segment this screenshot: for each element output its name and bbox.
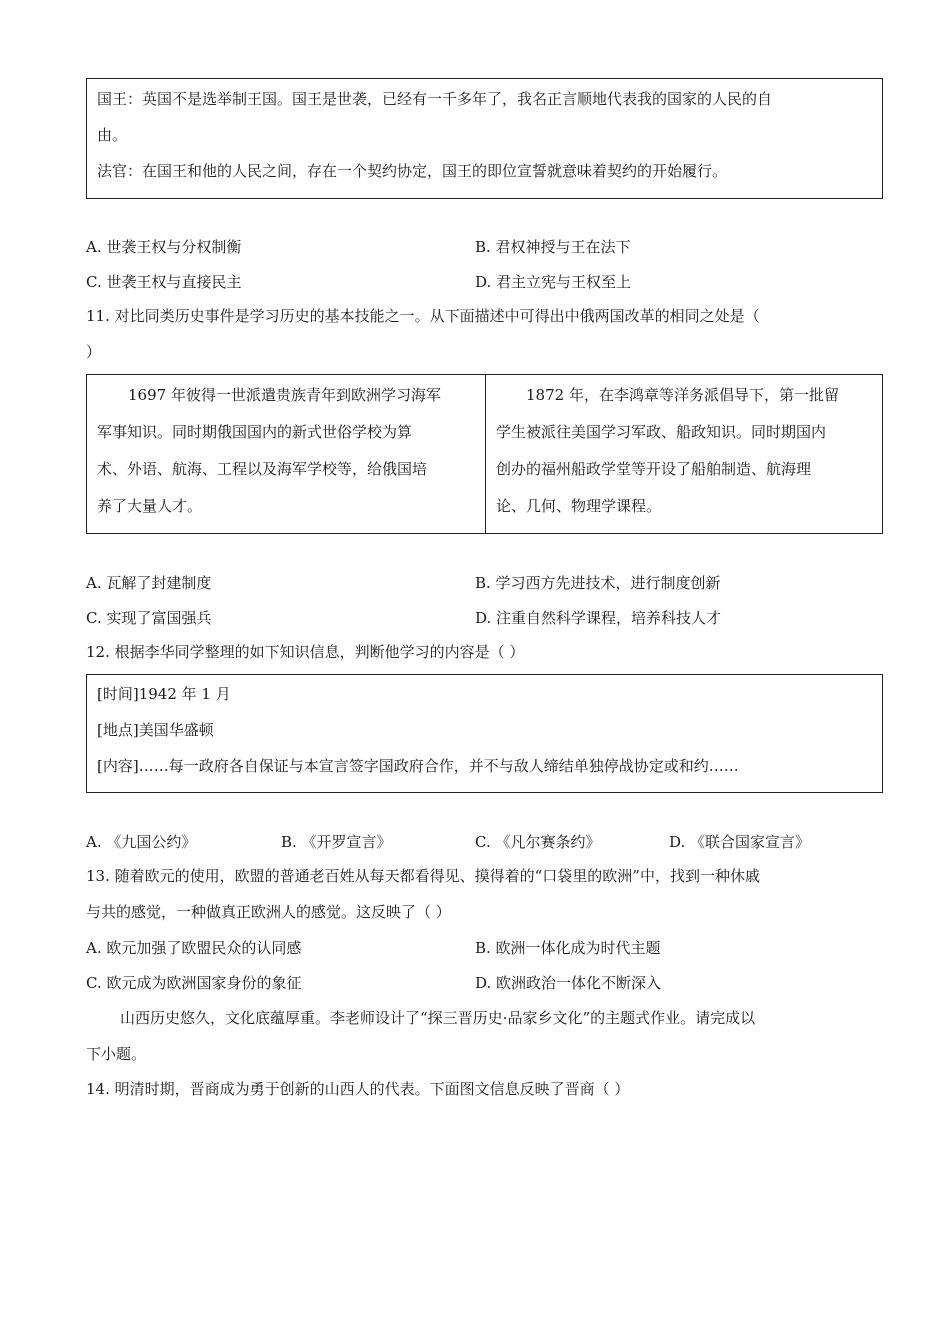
q10-quote-box xyxy=(86,78,883,199)
q11-option-c[interactable]: C. 实现了富国强兵 xyxy=(86,609,212,627)
q12-stem: 12. 根据李华同学整理的如下知识信息，判断他学习的内容是（ ） xyxy=(86,643,525,661)
q11-russia-line: 养了大量人才。 xyxy=(97,497,203,515)
q11-stem-cont: ） xyxy=(86,343,102,361)
q14-stem: 14. 明清时期，晋商成为勇于创新的山西人的代表。下面图文信息反映了晋商（ ） xyxy=(86,1080,630,1098)
q11-russia-line: 术、外语、航海、工程以及海军学校等，给俄国培 xyxy=(97,460,428,478)
q12-info-box xyxy=(86,674,883,793)
q11-china-cell xyxy=(485,375,882,533)
q11-russia-line: 1697 年彼得一世派遣贵族青年到欧洲学习海军 xyxy=(128,386,441,404)
q10-option-d[interactable]: D. 君主立宪与王权至上 xyxy=(475,273,632,291)
q10-option-b[interactable]: B. 君权神授与王在法下 xyxy=(475,238,631,256)
q13-option-c[interactable]: C. 欧元成为欧洲国家身份的象征 xyxy=(86,974,302,992)
section-intro: 山西历史悠久，文化底蕴厚重。李老师设计了“探三晋历史·品家乡文化”的主题式作业。请完成以 xyxy=(120,1009,756,1027)
q13-stem: 13. 随着欧元的使用，欧盟的普通老百姓从每天都看得见、摸得着的“口袋里的欧洲”中，找到一种休戚 xyxy=(86,867,760,885)
q11-china-line: 创办的福州船政学堂等开设了船舶制造、航海理 xyxy=(496,460,812,478)
q13-option-a[interactable]: A. 欧元加强了欧盟民众的认同感 xyxy=(86,939,302,957)
q12-option-b[interactable]: B. 《开罗宣言》 xyxy=(281,833,392,851)
section-intro-cont: 下小题。 xyxy=(86,1045,147,1063)
q10-option-c[interactable]: C. 世袭王权与直接民主 xyxy=(86,273,242,291)
q11-option-d[interactable]: D. 注重自然科学课程，培养科技人才 xyxy=(475,609,722,627)
q11-russia-cell xyxy=(87,375,485,533)
q11-china-line: 1872 年，在李鸿章等洋务派倡导下，第一批留 xyxy=(526,386,839,404)
q10-option-a[interactable]: A. 世袭王权与分权制衡 xyxy=(86,238,242,256)
q10-quote-line: 国王：英国不是选举制王国。国王是世袭，已经有一千多年了，我名正言顺地代表我的国家的人民的自 xyxy=(97,90,773,108)
q11-china-line: 学生被派往美国学习军政、船政知识。同时期国内 xyxy=(496,423,827,441)
q12-option-c[interactable]: C. 《凡尔赛条约》 xyxy=(475,833,601,851)
q13-stem-cont: 与共的感觉，一种做真正欧洲人的感觉。这反映了（ ） xyxy=(86,903,451,921)
q13-option-b[interactable]: B. 欧洲一体化成为时代主题 xyxy=(475,939,661,957)
q11-option-a[interactable]: A. 瓦解了封建制度 xyxy=(86,574,212,592)
q10-quote-line: 法官：在国王和他的人民之间，存在一个契约协定，国王的即位宣誓就意味着契约的开始履行。 xyxy=(97,162,728,180)
q12-info-line: [地点]美国华盛顿 xyxy=(97,721,214,739)
q11-china-line: 论、几何、物理学课程。 xyxy=(496,497,662,515)
q12-info-line: [时间]1942 年 1 月 xyxy=(97,685,231,703)
q12-option-a[interactable]: A. 《九国公约》 xyxy=(86,833,197,851)
q13-option-d[interactable]: D. 欧洲政治一体化不断深入 xyxy=(475,974,662,992)
q11-stem: 11. 对比同类历史事件是学习历史的基本技能之一。从下面描述中可得出中俄两国改革的相同之处是（ xyxy=(86,307,760,325)
q12-info-line: [内容]……每一政府各自保证与本宣言签字国政府合作，并不与敌人缔结单独停战协定或和约…… xyxy=(97,757,739,775)
q11-option-b[interactable]: B. 学习西方先进技术，进行制度创新 xyxy=(475,574,721,592)
q10-quote-line: 由。 xyxy=(97,126,128,144)
q11-comparison-table xyxy=(86,374,883,534)
q11-russia-line: 军事知识。同时期俄国国内的新式世俗学校为算 xyxy=(97,423,413,441)
q12-option-d[interactable]: D. 《联合国家宣言》 xyxy=(669,833,811,851)
